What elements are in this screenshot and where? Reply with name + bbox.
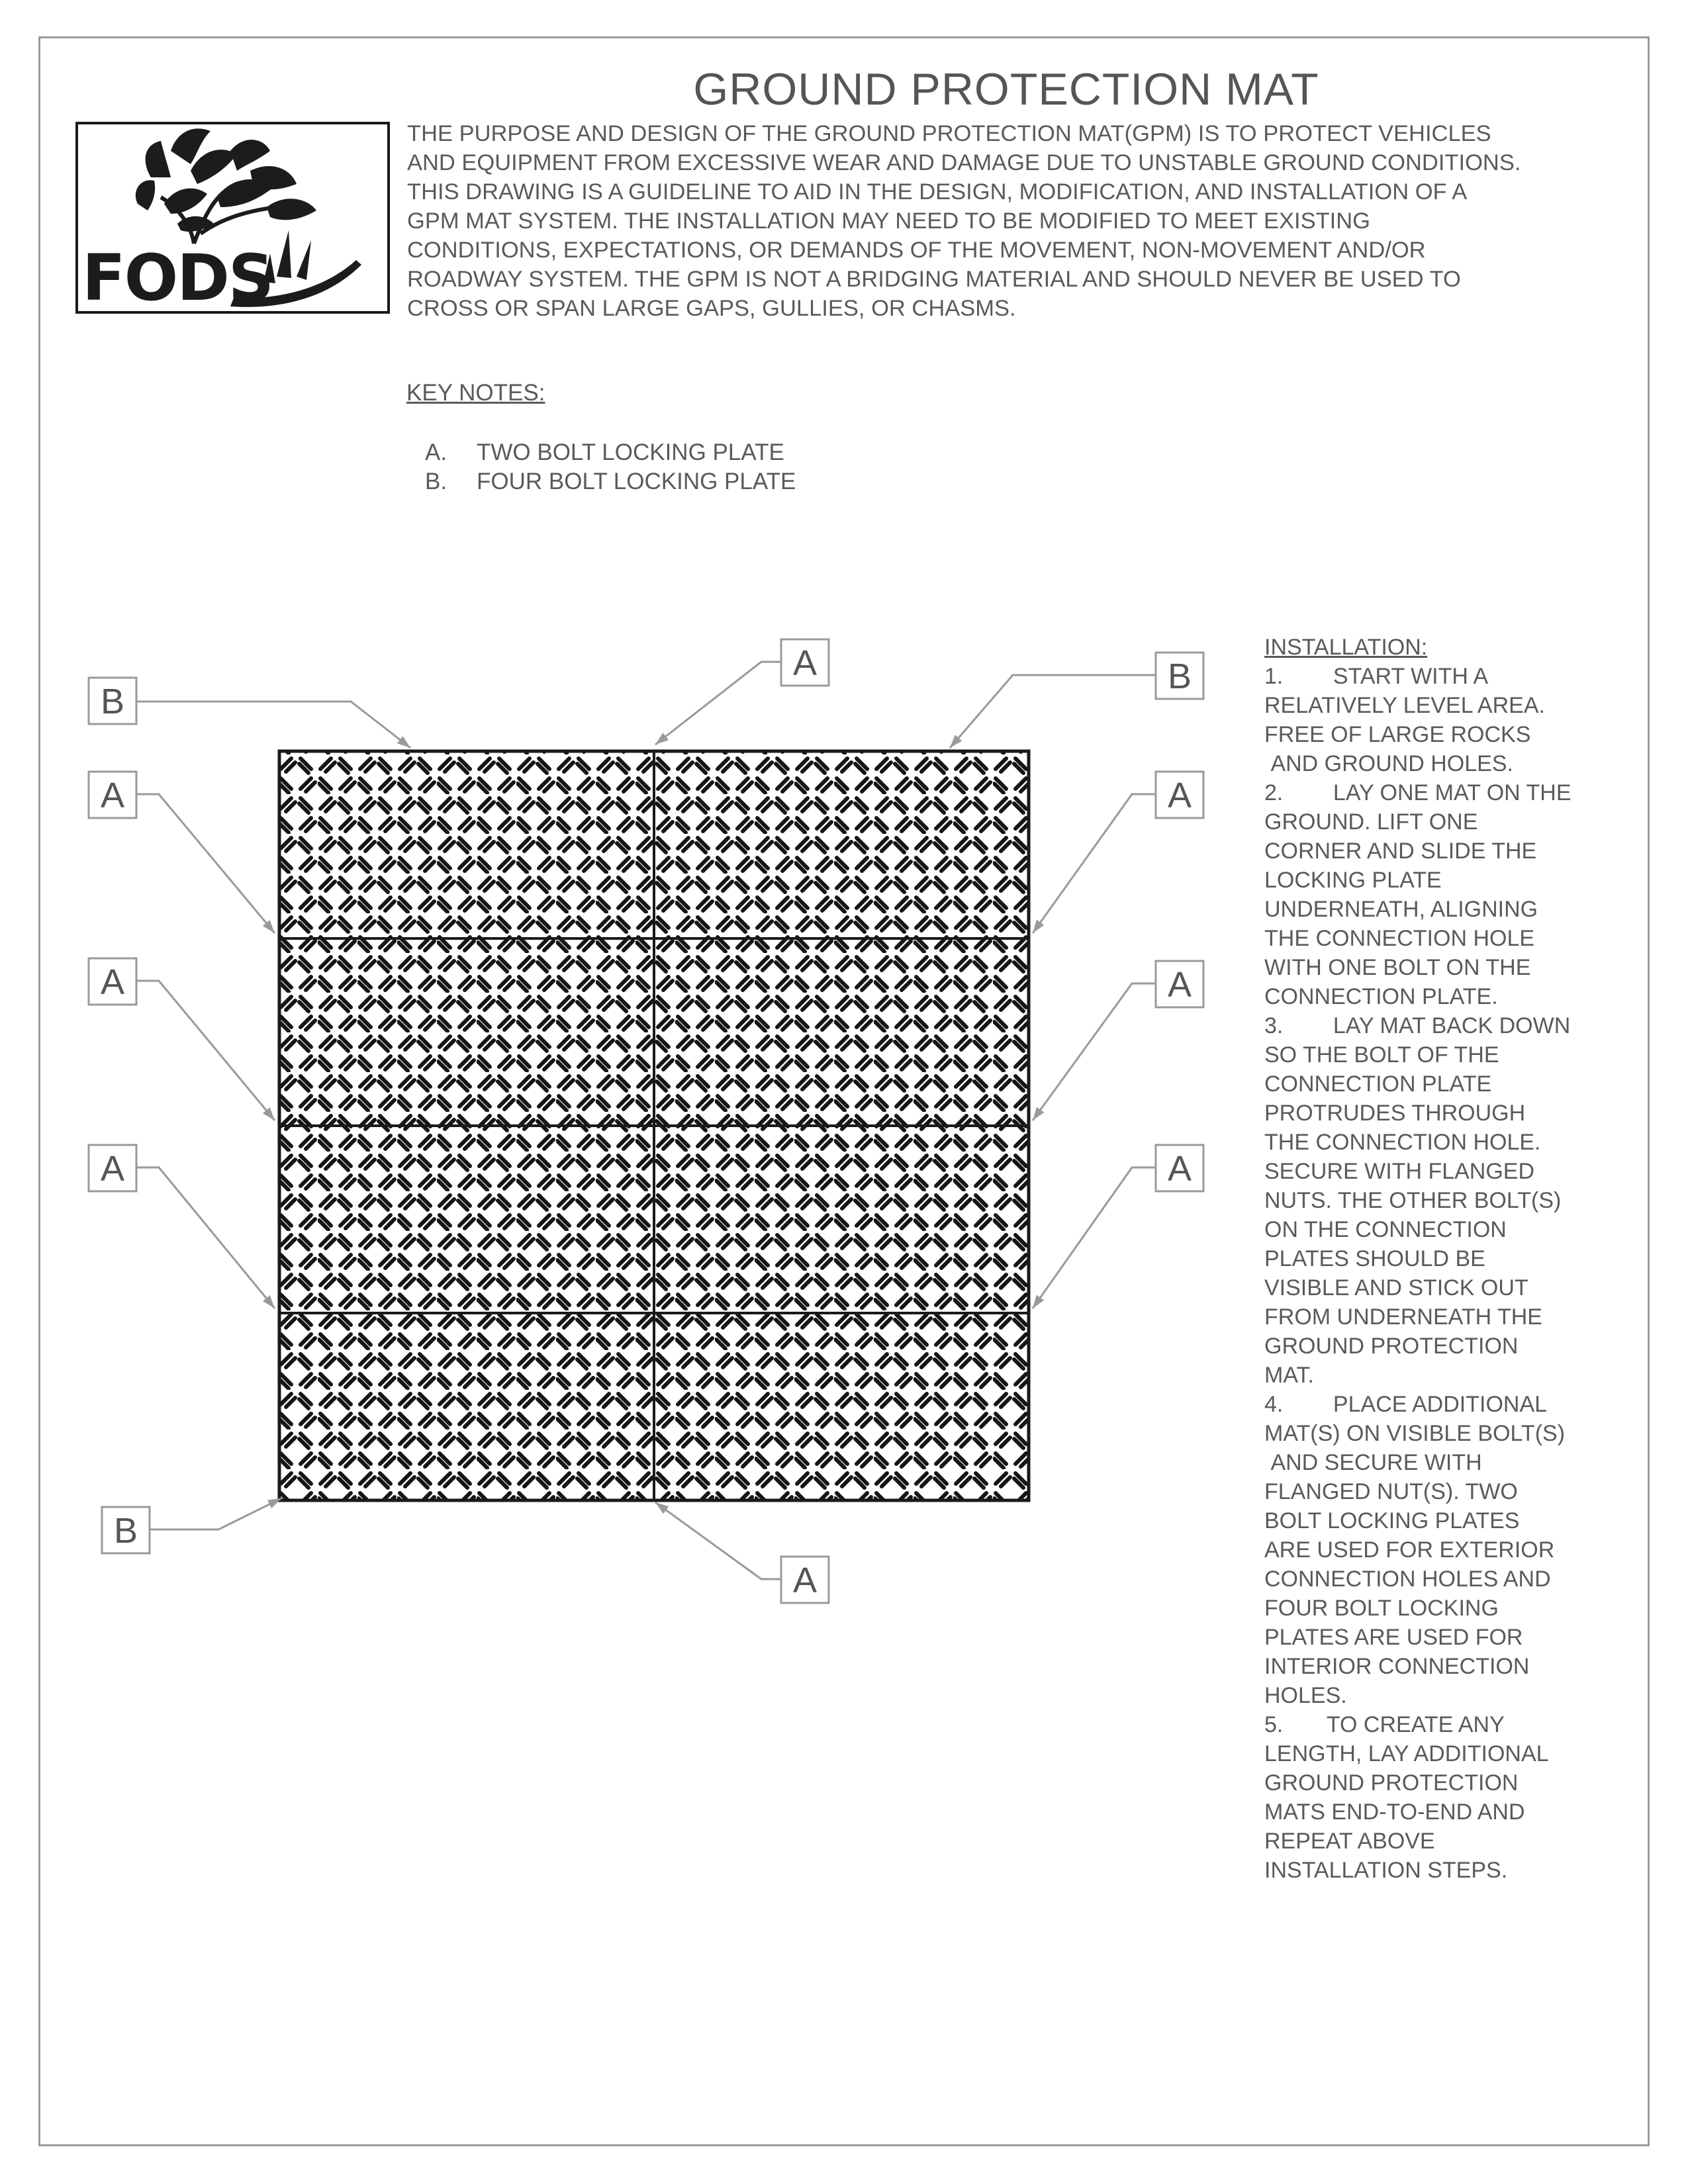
callout-b-bottom-left xyxy=(102,1498,281,1553)
arrowhead-icon xyxy=(1033,1107,1044,1120)
installation-line: FLANGED NUT(S). TWO xyxy=(1264,1479,1518,1504)
installation-line: LOCKING PLATE xyxy=(1264,868,1442,893)
arrowhead-icon xyxy=(267,1498,281,1508)
callout-a-right-2 xyxy=(1033,961,1203,1120)
callout-a-right-1 xyxy=(1033,772,1203,933)
installation-line: MAT(S) ON VISIBLE BOLT(S) xyxy=(1264,1421,1566,1446)
callout-letter: A xyxy=(100,962,125,1002)
key-note-text: FOUR BOLT LOCKING PLATE xyxy=(477,469,796,494)
purpose-line: ROADWAY SYSTEM. THE GPM IS NOT A BRIDGING MATERIAL AND SHOULD NEVER BE USED TO xyxy=(407,267,1461,292)
callout-letter: A xyxy=(1167,965,1192,1005)
callout-a-left-1 xyxy=(89,772,275,933)
installation-line: NUTS. THE OTHER BOLT(S) xyxy=(1264,1188,1562,1213)
installation-line: CONNECTION PLATE. xyxy=(1264,984,1498,1009)
installation-line: BOLT LOCKING PLATES xyxy=(1264,1508,1520,1533)
installation-line: ARE USED FOR EXTERIOR xyxy=(1264,1537,1555,1563)
leader-line xyxy=(150,1498,281,1529)
installation-line: GROUND. LIFT ONE xyxy=(1264,809,1478,835)
callout-letter: A xyxy=(1167,776,1192,815)
key-note-letter: A. xyxy=(425,439,447,465)
installation-line: INSTALLATION STEPS. xyxy=(1264,1858,1508,1883)
leader-line xyxy=(1033,983,1156,1120)
installation-line: WITH ONE BOLT ON THE xyxy=(1264,955,1531,980)
leader-line xyxy=(655,1502,781,1579)
installation-line: 4. PLACE ADDITIONAL xyxy=(1264,1392,1548,1417)
leader-line xyxy=(1033,1167,1156,1308)
installation-line: PLATES ARE USED FOR xyxy=(1264,1625,1523,1650)
purpose-line: CROSS OR SPAN LARGE GAPS, GULLIES, OR CHASMS. xyxy=(407,296,1016,321)
ground-mat-panel xyxy=(279,751,654,938)
leader-line xyxy=(655,662,781,745)
installation-line: VISIBLE AND STICK OUT xyxy=(1264,1275,1528,1300)
installation-line: INTERIOR CONNECTION xyxy=(1264,1654,1530,1679)
purpose-line: GPM MAT SYSTEM. THE INSTALLATION MAY NEED TO BE MODIFIED TO MEET EXISTING xyxy=(407,208,1371,234)
installation-line: ON THE CONNECTION xyxy=(1264,1217,1507,1242)
arrowhead-icon xyxy=(1033,920,1044,933)
installation-line: LENGTH, LAY ADDITIONAL xyxy=(1264,1741,1549,1766)
ground-mat-panel xyxy=(654,938,1029,1126)
callout-letter: B xyxy=(100,682,125,721)
key-notes-title: KEY NOTES: xyxy=(406,380,545,406)
installation-line: SO THE BOLT OF THE xyxy=(1264,1042,1499,1068)
drawing-title: GROUND PROTECTION MAT xyxy=(693,64,1319,114)
callout-letter: A xyxy=(100,1149,125,1189)
ground-mat-panel xyxy=(279,1126,654,1313)
ground-mat-panel xyxy=(654,751,1029,938)
callout-letter: B xyxy=(1167,657,1192,696)
arrowhead-icon xyxy=(655,1502,669,1514)
purpose-line: AND EQUIPMENT FROM EXCESSIVE WEAR AND DAMAGE DUE TO UNSTABLE GROUND CONDITIONS. xyxy=(407,150,1521,175)
installation-line: AND GROUND HOLES. xyxy=(1264,751,1513,776)
leader-line xyxy=(136,794,275,933)
logo-wordmark: FODS xyxy=(82,241,273,315)
installation-line: GROUND PROTECTION xyxy=(1264,1334,1519,1359)
installation-line: PLATES SHOULD BE xyxy=(1264,1246,1485,1271)
installation-line: HOLES. xyxy=(1264,1683,1347,1708)
installation-line: MATS END-TO-END AND xyxy=(1264,1799,1525,1825)
installation-line: 1. START WITH A xyxy=(1264,664,1489,689)
purpose-line: THE PURPOSE AND DESIGN OF THE GROUND PROTECTION MAT(GPM) IS TO PROTECT VEHICLES xyxy=(407,121,1491,146)
installation-line: THE CONNECTION HOLE. xyxy=(1264,1130,1541,1155)
installation-line: CORNER AND SLIDE THE xyxy=(1264,839,1537,864)
installation-line: GROUND PROTECTION xyxy=(1264,1770,1519,1796)
installation-line: MAT. xyxy=(1264,1363,1314,1388)
installation-line: SECURE WITH FLANGED xyxy=(1264,1159,1535,1184)
installation-line: FROM UNDERNEATH THE xyxy=(1264,1304,1542,1330)
installation-line: AND SECURE WITH xyxy=(1264,1450,1482,1475)
ground-mat-panel xyxy=(279,1313,654,1500)
callout-b-top-right xyxy=(950,653,1203,748)
key-note-letter: B. xyxy=(425,469,447,494)
leader-line xyxy=(950,675,1156,748)
installation-line: FOUR BOLT LOCKING xyxy=(1264,1596,1499,1621)
installation-line: 2. LAY ONE MAT ON THE xyxy=(1264,780,1571,805)
installation-line: THE CONNECTION HOLE xyxy=(1264,926,1535,951)
callout-letter: A xyxy=(792,1561,818,1600)
callout-a-top-center xyxy=(655,639,829,745)
purpose-line: CONDITIONS, EXPECTATIONS, OR DEMANDS OF THE MOVEMENT, NON-MOVEMENT AND/OR xyxy=(407,238,1426,263)
installation-title: INSTALLATION: xyxy=(1264,635,1428,660)
mat-grid xyxy=(279,751,1029,1500)
installation-line: UNDERNEATH, ALIGNING xyxy=(1264,897,1538,922)
installation-line: CONNECTION PLATE xyxy=(1264,1071,1492,1097)
callout-letter: A xyxy=(1167,1149,1192,1189)
arrowhead-icon xyxy=(1033,1295,1044,1308)
callout-letter: A xyxy=(792,643,818,683)
ground-mat-panel xyxy=(654,1126,1029,1313)
callout-a-right-3 xyxy=(1033,1145,1203,1308)
callout-letter: A xyxy=(100,776,125,815)
purpose-line: THIS DRAWING IS A GUIDELINE TO AID IN THE DESIGN, MODIFICATION, AND INSTALLATION OF A xyxy=(407,179,1468,205)
installation-line: RELATIVELY LEVEL AREA. xyxy=(1264,693,1545,718)
callout-a-left-3 xyxy=(89,1145,275,1308)
callout-letter: B xyxy=(113,1511,138,1551)
installation-line: CONNECTION HOLES AND xyxy=(1264,1567,1551,1592)
ground-mat-panel xyxy=(654,1313,1029,1500)
key-note-text: TWO BOLT LOCKING PLATE xyxy=(477,439,784,465)
ground-mat-panel xyxy=(279,938,654,1126)
leader-line xyxy=(136,981,275,1120)
installation-line: 5. TO CREATE ANY xyxy=(1264,1712,1505,1737)
installation-line: 3. LAY MAT BACK DOWN xyxy=(1264,1013,1571,1038)
callout-a-left-2 xyxy=(89,958,275,1120)
leader-line xyxy=(1033,794,1156,933)
leader-line xyxy=(136,702,410,748)
installation-line: PROTRUDES THROUGH xyxy=(1264,1101,1526,1126)
leader-line xyxy=(136,1167,275,1308)
installation-line: FREE OF LARGE ROCKS xyxy=(1264,722,1531,747)
callout-a-bottom-center xyxy=(655,1502,829,1603)
callout-b-top-left xyxy=(89,678,410,748)
installation-line: REPEAT ABOVE xyxy=(1264,1829,1435,1854)
